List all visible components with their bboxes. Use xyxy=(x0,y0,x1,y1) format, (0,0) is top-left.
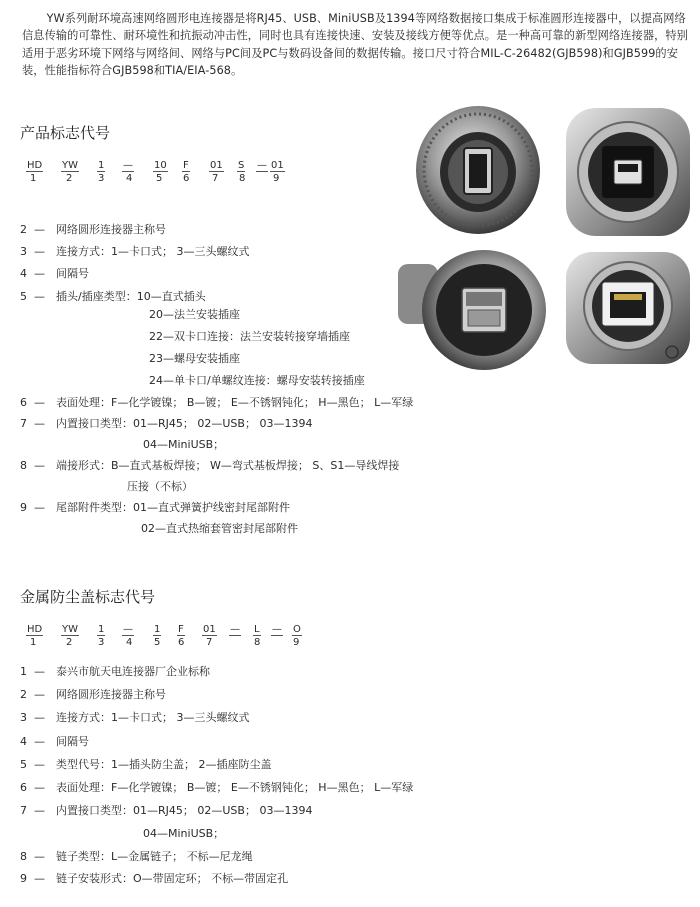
code-index: 8 xyxy=(254,637,261,648)
code-index: 5 xyxy=(156,173,163,184)
intro-paragraph: YW系列耐环境高速网络圆形电连接器是将RJ45、USB、MiniUSB及1394等网络数据接口集成于标准圆形连接器中，以提高网络信息传输的可靠性、耐环境性和抗振动冲击性，同时也具有连接快速、安装及接线方便等优点。是一种高可靠的新型网络连接器，特别适用于恶劣环境下网络与网络间、网络与PC间及PC与数码设备间的数据传输。接口尺寸符合MIL-C-26482(GJB598)和GJB599的安装，性能指标符合GJB598和TIA/EIA-568。 xyxy=(22,12,688,77)
code-seg: YW xyxy=(62,160,78,171)
list-item: 8 — 链子类型：L—金属链子； 不标—尼龙绳 xyxy=(20,850,253,863)
list-item: 5 — 类型代号：1—插头防尘盖； 2—插座防尘盖 xyxy=(20,758,272,771)
list-item-continuation: 22—双卡口连接：法兰安装转接穿墙插座 xyxy=(149,330,350,343)
list-item-continuation: 04—MiniUSB； xyxy=(143,827,225,840)
code-seg: F xyxy=(178,624,184,635)
code-seg: 1 xyxy=(98,160,105,171)
list-item: 9 — 尾部附件类型：01—直式弹簧护线密封尾部附件 xyxy=(20,501,290,514)
list-item: 4 — 间隔号 xyxy=(20,267,89,280)
code-seg: — xyxy=(123,160,133,171)
list-item-continuation: 24—单卡口/单螺纹连接：螺母安装转接插座 xyxy=(149,374,365,387)
code-seg: 1 xyxy=(154,624,161,635)
list-item: 9 — 链子安装形式：O—带固定环； 不标—带固定孔 xyxy=(20,872,289,885)
code-seg: — xyxy=(123,624,133,635)
list-item: 3 — 连接方式：1—卡口式； 3—三头螺纹式 xyxy=(20,245,250,258)
code-seg: O xyxy=(293,624,301,635)
photo-rj45-plug xyxy=(398,244,548,372)
code-index: 6 xyxy=(178,637,185,648)
code-seg: — xyxy=(257,160,267,171)
section1-title: 产品标志代号 xyxy=(20,124,111,142)
code-index: 5 xyxy=(154,637,161,648)
code-seg: HD xyxy=(27,160,43,171)
list-item-continuation: 20—法兰安装插座 xyxy=(149,308,240,321)
code-index: 4 xyxy=(126,637,133,648)
list-item-continuation: 04—MiniUSB； xyxy=(143,438,225,451)
photo-usb-plug xyxy=(412,98,544,238)
code-index: 3 xyxy=(98,637,105,648)
code-seg: L xyxy=(254,624,260,635)
code-index: 1 xyxy=(30,173,37,184)
list-item: 5 — 插头/插座类型：10—直式插头 xyxy=(20,290,206,303)
code-seg: 1 xyxy=(98,624,105,635)
code-index: 7 xyxy=(206,637,213,648)
list-item: 2 — 网络圆形连接器主称号 xyxy=(20,223,166,236)
code-seg: F xyxy=(183,160,189,171)
photo-rj45-receptacle xyxy=(562,248,694,368)
list-item: 6 — 表面处理：F—化学镀镍； B—镀； E—不锈钢钝化； H—黑色； L—军绿 xyxy=(20,781,414,794)
code-index: 1 xyxy=(30,637,37,648)
code-seg: 10 xyxy=(154,160,167,171)
list-item: 2 — 网络圆形连接器主称号 xyxy=(20,688,166,701)
code-index: 6 xyxy=(183,173,190,184)
code-index: 9 xyxy=(293,637,300,648)
list-item: 7 — 内置接口类型：01—RJ45； 02—USB； 03—1394 xyxy=(20,417,313,430)
code-index: 2 xyxy=(66,173,73,184)
list-item: 8 — 端接形式：B—直式基板焊接； W—弯式基板焊接； S、S1—导线焊接 xyxy=(20,459,400,472)
list-item: 1 — 泰兴市航天电连接器厂企业标称 xyxy=(20,665,210,678)
code-index: 7 xyxy=(212,173,219,184)
code-index: 4 xyxy=(126,173,133,184)
list-item-continuation: 02—直式热缩套管密封尾部附件 xyxy=(141,522,298,535)
code-seg: 01 xyxy=(210,160,223,171)
code-seg: — xyxy=(230,624,240,635)
code-index: 9 xyxy=(273,173,280,184)
code-index: 3 xyxy=(98,173,105,184)
list-item-continuation: 压接（不标） xyxy=(127,480,193,493)
code-index: 8 xyxy=(239,173,246,184)
code-seg: HD xyxy=(27,624,43,635)
section2-title: 金属防尘盖标志代号 xyxy=(20,588,156,606)
code-seg: 01 xyxy=(203,624,216,635)
code-index: 2 xyxy=(66,637,73,648)
code-seg: S xyxy=(238,160,245,171)
list-item: 7 — 内置接口类型：01—RJ45； 02—USB； 03—1394 xyxy=(20,804,313,817)
list-item: 6 — 表面处理：F—化学镀镍； B—镀； E—不锈钢钝化； H—黑色； L—军绿 xyxy=(20,396,414,409)
list-item-continuation: 23—螺母安装插座 xyxy=(149,352,240,365)
code-seg: YW xyxy=(62,624,78,635)
code-seg: — xyxy=(272,624,282,635)
list-item: 4 — 间隔号 xyxy=(20,735,89,748)
code-seg: 01 xyxy=(271,160,284,171)
list-item: 3 — 连接方式：1—卡口式； 3—三头螺纹式 xyxy=(20,711,250,724)
photo-usb-receptacle xyxy=(562,104,694,240)
